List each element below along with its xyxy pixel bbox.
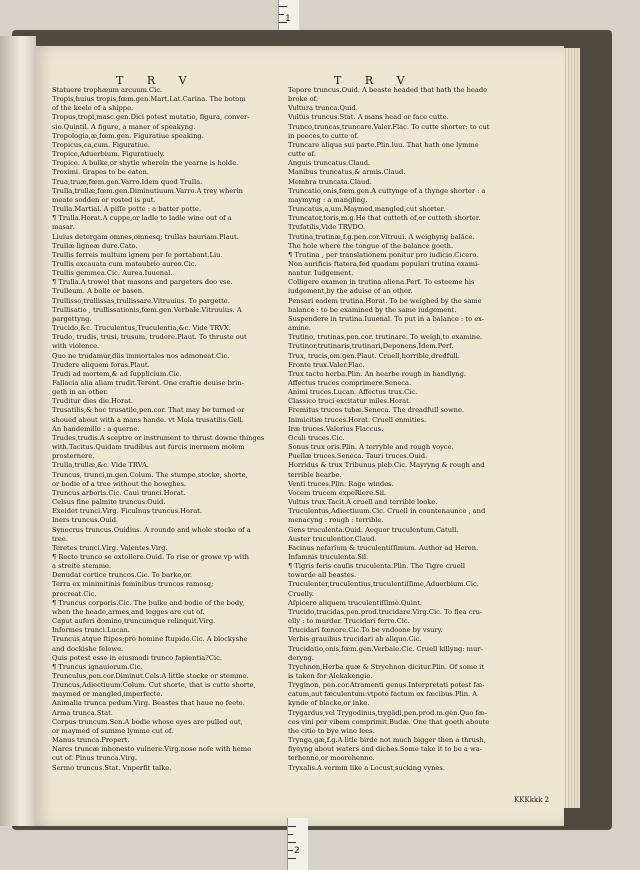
text-line: Truculenter,truculentius,truculentiſſime,Aduerbium.Cic. — [288, 580, 479, 589]
text-line: sio.Quintil. A figure, a maner of speakyng. — [52, 122, 196, 131]
text-line: Vultus trux.Tacit.A cruell and terrible looke. — [288, 498, 438, 507]
text-line: Tepore truncus.Ouid. A beaste headed that hath the heade — [288, 86, 488, 94]
text-line: Trudes,trudis.A sceptre or instrument to thrust downe thinges — [52, 433, 265, 442]
text-line: Statuere trophæum arcuum.Cic. — [52, 86, 163, 94]
text-line: The hole where the tongue of the balance goeth. — [288, 241, 454, 250]
text-line: Trusatilis,& hoc trusatile,pen.cor. That may be turned or — [52, 406, 245, 415]
text-line: Affectus truces comprimere.Seneca. — [288, 379, 412, 387]
text-line: Trux, trucis,om.gen.Plaut. Cruell,horrible,dredfull. — [288, 351, 460, 360]
text-line: is taken for Alekakengie. — [288, 672, 373, 680]
ruler-bottom-number: 2 — [294, 846, 300, 856]
text-line: Trygardus,vel Trygodinus,trygädi,pen.prod.m.gen.Quo fæ- — [288, 708, 487, 717]
text-line: Truncator,toris,m.g.He that cutteth of,or cutteth shorter. — [288, 214, 481, 223]
text-line: Iræ truces.Valerius Flaccus. — [288, 424, 384, 433]
text-line: Puellæ truces.Seneca. Tauri truces.Ouid. — [288, 452, 428, 461]
text-line: Fallacia alia aliam trudit.Terent. One craftie deuise brin- — [52, 379, 244, 387]
text-line: Fremitus truces tubæ.Seneca. The dreadfull sowne. — [288, 406, 465, 415]
text-line: Trua,truæ,fœm.gen.Varro.Idem quod Trulla. — [52, 177, 203, 186]
text-line: ¶ Truncus ignauiorum.Cic. — [52, 662, 143, 671]
text-line: Sermo truncus.Stat. Vnperfit talke. — [52, 763, 172, 772]
text-line: Trudi ad mortem,& ad ſupplicium.Cic. — [52, 369, 182, 378]
text-line: terrible hearbe. — [288, 470, 342, 479]
text-line: procreat.Cic. — [52, 589, 97, 598]
text-line: shoued about with a mans hande. vt Mola trusatilis.Gell. — [52, 415, 244, 424]
text-line: Fronte trux.Valer.Flac. — [288, 360, 365, 369]
text-line: Colligere examen in trutina aliena.Perf. To esteeme his — [288, 278, 475, 287]
text-line: Oculi truces.Cic. — [288, 433, 345, 442]
text-line: Trufatilis,Vide TRVDO. — [288, 223, 365, 232]
text-line: Denudat cortice truncos.Cic. To barke,or. — [52, 571, 193, 580]
text-line: Truncatus,a,um.Maymed,mangled,cut shorter. — [288, 205, 446, 214]
text-line: iudgement,by the aduise of an other. — [288, 287, 413, 296]
text-line: deryng. — [288, 653, 314, 662]
book-page — [34, 46, 564, 826]
text-line: ¶ Tigris feris cauſis truculenta.Plin. The Tigre cruell — [288, 562, 465, 571]
text-line: of the keele of a shippe. — [52, 104, 134, 113]
text-line: Trulleum. A bolle or basen. — [52, 287, 145, 296]
text-line: Cruelly. — [288, 589, 314, 598]
text-line: Synocrus truncus.Ouidius. A rounde and whole stocke of a — [52, 525, 251, 534]
text-line: Trutino, trutinas,pen.cor. trutinare. To weigh,to examine. — [288, 333, 483, 342]
text-line: Celsus fine palmite truncus.Ouid. — [52, 498, 166, 507]
text-line: menacyng : rough : terrible. — [288, 516, 384, 525]
text-line: ¶ Trutina , per translationem ponitur pro iudicio.Cicero. — [288, 250, 479, 259]
text-line: Membra truncata.Claud. — [288, 177, 372, 186]
text-line: meate sodden or rosted is put. — [52, 195, 156, 204]
signature-mark: KKKkkk 2 — [514, 796, 550, 804]
text-line: Exeidet trunci.Virg. Ficulnus truncus.Horat. — [52, 507, 202, 516]
text-line: the citie to bye wine lees. — [288, 726, 375, 735]
text-line: Trucidari fœnore.Cic.To be vndoone by vsury. — [288, 626, 443, 635]
text-line: Trullis gemmea.Cic. Aurea.Iuuenal. — [52, 269, 173, 278]
text-line: Infamnis truculenta.Sil. — [288, 552, 369, 561]
ruler-top-number: 1 — [285, 14, 291, 24]
text-line: towarde all beastes. — [288, 571, 357, 580]
text-line: pargettyng. — [52, 314, 92, 323]
text-line: ¶ Trulla.A trowel that masons and pargeters doo vse. — [52, 278, 233, 287]
text-line: with violence. — [52, 342, 100, 351]
running-head-left: T R V — [116, 74, 197, 87]
text-line: Trullis excauata cum mataubrio aureo.Cic. — [52, 259, 197, 268]
text-line: in peeces,to cutte of. — [288, 131, 359, 140]
text-line: Truculentus,Adiectiuum.Cic. Cruell in countenaunce , and — [288, 507, 486, 516]
text-line: Horridus & trux Tribunus pleb.Cic. Mayryng & rough and — [288, 461, 485, 470]
text-line: Trudere aliquem foras.Plaut. — [52, 360, 150, 369]
text-line: Sonus trux oris.Plin. A terryble and rough voyce. — [288, 443, 454, 452]
text-line: a streite stemme. — [52, 562, 112, 571]
text-line: Animalia trunca pedum.Virg. Beastes that haue no feete. — [52, 699, 245, 708]
text-line: Tryxalis.A vermin like a Locust,sucking vynes. — [288, 763, 445, 772]
text-line: Arma trunca.Stat. — [52, 708, 113, 717]
text-line: balance : to be examined by the same iudgement. — [288, 305, 457, 314]
text-line: cutte of. — [288, 150, 316, 159]
text-line: Trulla.Martial. A piſſe potte : a batter potte. — [52, 205, 201, 214]
text-line: Trullisatio , trullissationis,fœm.gen.Verbale.Vitruuius. A — [52, 305, 242, 314]
text-line: Truditur dies die.Horat. — [52, 397, 133, 406]
text-line: Truncatio,onis,fœm.gen.A cuttynge of a thynge shorter : a — [288, 186, 486, 195]
text-line: Trulla,trullæ,&c. Vide TRVA. — [52, 461, 149, 470]
text-line: Vocem trucem expeRiere.Sil. — [288, 488, 387, 497]
text-line: Terra ex minimitinis feminibus truncos ramosq; — [52, 580, 214, 589]
text-line: Tropice. A bulke,or shytle wherein the yearne is holde. — [52, 159, 239, 168]
text-line: prosternere. — [52, 452, 95, 461]
text-line: Liuius detergam omnes,omnesq; trullas hauriam.Plaut. — [52, 232, 239, 241]
text-line: Trychnon,Herba quæ & Stryehnon dicitur.Plin. Of some it — [288, 662, 484, 671]
text-line: Trucido,trucidas,pen.prod.trucidare.Virg.Cic. To flea cru- — [288, 607, 483, 616]
ruler-bottom — [287, 818, 308, 870]
text-line: ¶ Truncus corporis.Cic. The bulke and bodie of the body, — [52, 598, 245, 607]
text-line: Truncus atque ftipes;pro homine ftupido.Cic. A blockyshe — [52, 635, 248, 644]
text-line: Tropis,huius tropis,fœm.gen.Mart.Lat.Carina. The botom — [52, 95, 246, 104]
text-line: Trulla,trullæ,fœm.gen.Diminutiuum.Varro.A trey wherin — [52, 186, 243, 195]
text-line: with.Tacitus.Quidam trudibus aut furcis inermem molem — [52, 443, 245, 452]
text-line: broke of. — [288, 95, 319, 104]
left-column — [52, 86, 272, 773]
text-line: Iners truncus.Ouid. — [52, 516, 119, 525]
text-line: maymed or mangled,imperfecte. — [52, 690, 163, 699]
text-line: cut of. Pinus trunca.Virg. — [52, 754, 138, 763]
text-line: when the heade,armes,and legges are cut of. — [52, 607, 205, 616]
text-line: Troximi. Grapes to be eaten. — [52, 168, 149, 177]
text-line: tree. — [52, 534, 68, 543]
text-line: Tropus,tropi,masc.gen.Dici potest mutatio, figura, conver- — [52, 113, 250, 122]
text-line: terhenne,or moorehenne. — [288, 754, 375, 763]
text-line: An handemille : a querne. — [52, 424, 140, 433]
text-line: Trux tactu herba.Plin. An hearbe rough in handlyng. — [288, 369, 466, 378]
text-line: amine. — [288, 324, 311, 333]
text-line: Tropicus,ca,cum. Figuratiue. — [52, 140, 150, 149]
text-line: Anguis truncatus.Claud. — [288, 159, 371, 168]
text-line: Nares truncæ inhonesto vulnere.Virg.nose noſe with heme — [52, 745, 252, 754]
text-line: geth in an other. — [52, 388, 108, 397]
text-line: Vultura trunca.Quid. — [288, 104, 358, 113]
text-line: ¶ Recto trunco se extollere.Ouid. To rise or growe vp with — [52, 552, 249, 561]
text-line: Trucido,&c. Truculentus,Truculentia,&c. Vide TRVX. — [52, 324, 231, 333]
right-column — [288, 86, 528, 773]
text-line: maymyng : a mangling. — [288, 195, 368, 204]
text-line: Tropologia,æ,fœm.gen. Figuratiue speaking. — [52, 131, 204, 140]
text-line: Pensari eadem trutina.Horat. To be weighed by the same — [288, 296, 482, 305]
text-line: Manus trunca.Propert. — [52, 736, 130, 745]
text-line: Truncus,Adiectiuum.Colum. Cut shorte, that is cutte shorte, — [52, 681, 256, 690]
text-line: catum,aut fæculentum:vtpote factum ex fæcibus.Plin. A — [288, 690, 478, 699]
text-line: Trullisso,trullissas,trullissare.Vitruuius. To pargette. — [52, 296, 230, 305]
text-line: masar. — [52, 223, 75, 232]
text-line: Trudo, trudis, trusi, trusum, trudere.Plaut. To thruste out — [52, 333, 247, 342]
text-line: Verbis grauibus trucidari ab aliquo.Cic. — [288, 635, 422, 644]
text-line: Facinus nefarium & truculentiſſimum. Author ad Heren. — [288, 543, 479, 552]
text-line: kynde of blacke,or inke. — [288, 699, 370, 708]
text-line: ces vini per vibem comprimit.Budæ. One that goeth aboute — [288, 717, 490, 726]
text-line: elly : to murder. Trucidari ferro.Cic. — [288, 617, 410, 626]
text-line: Quis potest esse in eiusmodi trunco fapientia?Cic. — [52, 653, 222, 662]
text-line: Truncus, trunci,m.gen.Colum. The stumpe,stocke, shorte, — [52, 470, 248, 479]
text-line: Suspendere in trutina.Iuuenal. To put in a balance : to ex- — [288, 314, 485, 323]
text-line: Auster truculentior.Claud. — [288, 534, 377, 543]
text-line: and dockishe felowe. — [52, 644, 124, 653]
text-line: Trullis ferreis multum ignem per fe portabant.Liu. — [52, 250, 223, 259]
text-line: Manibus truncatus,& armis.Claud. — [288, 168, 406, 177]
text-line: Aſpicere aliquem truculentiſſimè.Quint. — [288, 598, 423, 607]
facing-page-edge — [0, 36, 36, 826]
text-line: Corpus truncum.Sen.A bodie whose eyes are pulled out, — [52, 717, 243, 726]
text-line: Trutinor,trutinaris,trutinari,Deponens,Idem.Perf. — [288, 342, 454, 351]
text-line: Trunculus,pen.cor.Diminut.Cels.A little stocke or stemme. — [52, 672, 249, 680]
text-line: Tropice,Aduerbium. Figuratiuely. — [52, 150, 165, 159]
text-line: Teretes trunci.Virg. Valentes.Virg. — [52, 543, 168, 552]
text-line: Trullæ ligneæ dure.Cato. — [52, 241, 138, 250]
text-line: Trunco,truncas,truncare.Valer.Flac. To cutte shorter: to cut — [288, 122, 490, 131]
text-line: Classico truci excitatur miles.Horat. — [288, 397, 411, 406]
text-line: Trutina,trutinæ,f.g.pen.cor.Vitruui. A weighyng balāce. — [288, 232, 475, 241]
text-line: or bodie of a tree without the bowghes. — [52, 479, 187, 488]
text-line: Non aurificis ftatera,fed quadam populari trutina exami- — [288, 259, 480, 268]
text-line: Informes trunci.Lucan. — [52, 626, 130, 635]
text-line: Truncus arboris.Cic. Caui trunci.Horat. — [52, 488, 186, 497]
text-line: Trynga,gæ,f.g.A litle birde not much bigger then a thrush, — [288, 736, 486, 745]
text-line: Trucidatio,onis,fœm.gen.Verbale.Cic. Cruell killyng: mur- — [288, 644, 483, 653]
text-line: Venti truces.Plin. Rage windes. — [288, 479, 394, 488]
text-line: nantur. Iudgement. — [288, 269, 354, 278]
text-line: Gens truculenta.Ouid. Aequor truculentum.Catull. — [288, 525, 459, 534]
text-line: Tryginon, pen.cor.Atramenti genus.Interpretati potest fæ- — [288, 681, 485, 690]
text-line: Animi truces.Lucan. Affectus trux.Cic. — [288, 388, 418, 397]
text-line: Truncare aliqua sui parte.Plin.luu. That hath one lymme — [288, 140, 479, 149]
text-line: ¶ Trulla.Horat.A cuppe,or ladle to ladle wine out of a — [52, 214, 232, 223]
text-line: fiyeyng about waters and diches.Some take it to be a wa- — [288, 745, 482, 754]
running-head-right: T R V — [334, 74, 415, 87]
text-line: Vultus truncus.Stat. A mans head or face cutte. — [288, 113, 449, 122]
text-line: Caput auferi domino,truncumque relinquit.Virg. — [52, 617, 216, 626]
text-line: or maymed of summe lymme cut of. — [52, 726, 174, 735]
text-line: Inimicitiæ truces.Horat. Cruell enmities. — [288, 415, 427, 424]
text-line: Quo ne trudamur,diis immortales nos admoneat.Cic. — [52, 351, 230, 360]
